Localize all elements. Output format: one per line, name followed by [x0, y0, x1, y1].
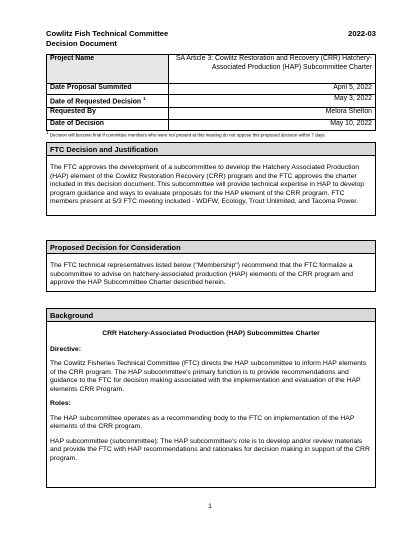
requested-decision-date-value: May 3, 2022 — [169, 95, 376, 108]
date-submitted-label: Date Proposal Summited — [47, 84, 169, 95]
document-header — [46, 29, 376, 48]
directive-body: The Cowlitz Fisheries Technical Committee (FTC) directs the HAP subcommittee to inform HAP elements of the CRR program. The HAP subcommittee's primary function is to provide recommendations and guidance to the FTC for decision making associated with the implementation and evaluation of the HAP elements CRR Program. — [50, 360, 367, 393]
decision-date-label: Date of Decision — [47, 119, 169, 130]
footnote-number: 1 — [46, 130, 49, 135]
proposed-decision-body: The FTC technical representatives listed below ("Membership") recommend that the FTC formalize a subcommittee to advise on hatchery-associated production (HAP) elements of the CRR program and approve the HAP Subcommittee Charter described herein. — [50, 262, 353, 286]
proposed-decision-section — [46, 240, 376, 292]
table-row — [47, 84, 376, 95]
project-info-table — [46, 54, 376, 131]
background-heading: Background — [47, 309, 375, 322]
date-submitted-value: April 5, 2022 — [169, 84, 376, 95]
directive-label: Directive: — [50, 345, 81, 353]
roles-paragraph-2: HAP subcommittee (subcommittee): The HAP subcommittee's role is to develop and/or review materials and provide the FTC with HAP recommendations and rationales for decision making in support of the CRR program. — [50, 437, 370, 462]
document-type: Decision Document — [46, 38, 117, 48]
roles-label: Roles: — [50, 400, 71, 407]
proposed-decision-heading: Proposed Decision for Consideration — [47, 241, 375, 254]
project-name-value: SA Article 3: Cowlitz Restoration and Recovery (CRR) Hatchery-Associated Production (HAP) Subcommittee Charter — [169, 55, 376, 84]
ftc-decision-section — [46, 142, 376, 216]
ftc-decision-body: The FTC approves the development of a subcommittee to develop the Hatchery Associated Production (HAP) element of the Cowlitz Restoration Recovery (CRR) program and the FTC approves the charter included in this decision document. This subcommittee will provide technical expertise in HAP to develop program guidance and ways to evaluate proposals for the HAP element of the CRR program. FTC members present at 5/3 FTC meeting included - WDFW, Ecology, Trout Unlimited, and Tacoma Power. — [50, 164, 365, 205]
project-name-label: Project Name — [47, 55, 169, 84]
ftc-decision-heading: FTC Decision and Justification — [47, 143, 375, 156]
table-row — [47, 108, 376, 119]
footnote-text: Decision will become final if committee members who were not present at this meeting do not oppose this proposed decision within 7 days — [49, 132, 325, 138]
requested-decision-date-text: Date of Requested Decision — [50, 98, 142, 106]
table-row — [47, 55, 376, 84]
requested-decision-date-label — [47, 95, 169, 108]
footnote — [46, 130, 376, 138]
decision-date-value: May 10, 2022 — [169, 119, 376, 130]
footnote-marker: 1 — [143, 96, 146, 102]
table-row — [47, 119, 376, 130]
roles-paragraph-1: The HAP subcommittee operates as a recommending body to the FTC on implementation of the HAP elements of the CRR program. — [50, 414, 355, 430]
requested-by-value: Melora Shelton — [169, 108, 376, 119]
committee-name: Cowlitz Fish Technical Committee — [46, 29, 169, 38]
background-section — [46, 308, 376, 488]
page-number: 1 — [208, 503, 212, 510]
table-row — [47, 95, 376, 108]
document-number: 2022-03 — [348, 29, 376, 38]
charter-title: CRR Hatchery-Associated Production (HAP) Subcommittee Charter — [102, 330, 320, 337]
requested-by-label: Requested By — [47, 108, 169, 119]
